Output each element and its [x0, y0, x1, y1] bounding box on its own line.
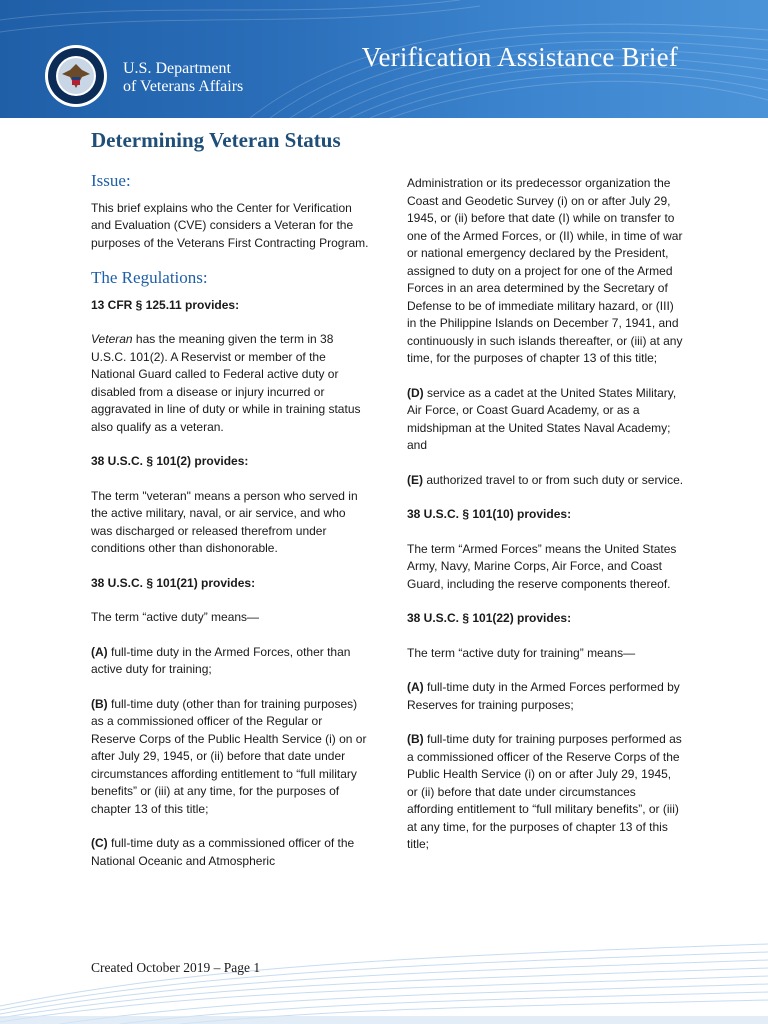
usc-101-22-reference: 38 U.S.C. § 101(22) provides: [407, 611, 572, 625]
item-label: (B) [91, 696, 108, 711]
item-label: (D) [407, 385, 424, 400]
item-text: authorized travel to or from such duty or service. [423, 472, 684, 487]
active-duty-item-b [91, 696, 369, 819]
va-seal-icon [44, 44, 108, 108]
usc-101-2-reference: 38 U.S.C. § 101(2) provides: [91, 454, 249, 468]
veteran-definition-text: has the meaning given the term in 38 U.S.C. 101(2). A Reservist or member of the National Guard called to Federal active duty or disabled from a disease or injury incurred or aggravated in line of duty or while in training status also qualify as a veteran. [91, 332, 361, 434]
training-item-a [407, 679, 685, 714]
item-text: full-time duty in the Armed Forces performed by Reserves for training purposes; [407, 680, 680, 712]
item-text: full-time duty in the Armed Forces, other than active duty for training; [91, 644, 351, 676]
header-banner [0, 0, 768, 118]
brief-title: Verification Assistance Brief [361, 42, 678, 72]
department-line-1: U.S. Department [123, 60, 231, 77]
page-title: Determining Veteran Status [91, 128, 341, 152]
issue-heading: Issue: [91, 171, 131, 190]
training-item-b [407, 731, 685, 854]
active-duty-item-c [91, 835, 369, 870]
active-duty-item-d [407, 385, 685, 455]
issue-text: This brief explains who the Center for Verification and Evaluation (CVE) considers a Veteran for the purposes of the Veterans First Contracting Program. [91, 200, 369, 250]
training-intro: The term “active duty for training” means— [407, 645, 636, 660]
usc-101-21-reference: 38 U.S.C. § 101(21) provides: [91, 575, 256, 590]
veteran-definition [91, 331, 369, 436]
item-label: (C) [91, 836, 108, 850]
usc-101-10-reference: 38 U.S.C. § 101(10) provides: [407, 507, 572, 521]
right-column [407, 175, 685, 871]
item-text: full-time duty for training purposes performed as a commissioned officer of the Reserve Corps of the Public Health Service (i) on or after July 29, 1945, or (ii) before that date under circumstances affording entitlement to “full military benefits”, or (iii) at any time, for the purposes of chapter 13 of this title; [407, 732, 682, 851]
item-text: service as a cadet at the United States Military, Air Force, or Coast Guard Academy, or as a midshipman at the United States Naval Academy; and [407, 385, 677, 452]
footer-created: Created October 2019 – Page 1 [91, 960, 261, 975]
active-duty-item-e [407, 472, 685, 490]
item-label: (A) [91, 644, 108, 659]
item-label: (E) [407, 472, 423, 487]
usc-101-2-text: The term "veteran" means a person who served in the active military, naval, or air service, and who was discharged or released therefrom under conditions other than dishonorable. [91, 488, 358, 555]
department-line-2: of Veterans Affairs [123, 78, 244, 95]
item-label: (A) [407, 680, 424, 694]
regulations-heading: The Regulations: [91, 268, 208, 287]
item-label: (B) [407, 732, 424, 746]
active-duty-intro: The term “active duty” means— [91, 610, 260, 624]
department-name [123, 60, 243, 96]
veteran-term: Veteran [91, 332, 133, 346]
item-text: full-time duty (other than for training purposes) as a commissioned officer of the Regular or Reserve Corps of the Public Health Service (i) on or after July 29, 1945, or (ii) before that date under circumstances affording entitlement to “full military benefits” or (iii) at any time, for the purposes of chapter 13 of this title; [91, 696, 367, 816]
footer-wave-pattern [0, 936, 768, 1024]
left-column [91, 172, 369, 887]
usc-101-10-text: The term “Armed Forces” means the United States Army, Navy, Marine Corps, Air Force, and Coast Guard, including the reserve components thereof. [407, 541, 677, 591]
item-text: full-time duty as a commissioned officer of the National Oceanic and Atmospheric [91, 836, 355, 868]
active-duty-item-c-continued: Administration or its predecessor organization the Coast and Geodetic Survey (i) on or after July 29, 1945, or (ii) before that date (I) while on transfer to one of the Armed Forces, or (II) while, in time of war or national emergency declared by the President, assigned to duty on a project for one of the Armed Forces in an area determined by the Secretary of Defense to be of immediate military hazard, or (III) in the Philippine Islands on December 7, 1941, and continuously in such islands thereafter, or (iii) at any time, for the purposes of chapter 13 of this title; [407, 176, 683, 365]
active-duty-item-a [91, 644, 369, 679]
cfr-reference: 13 CFR § 125.11 provides: [91, 297, 240, 312]
